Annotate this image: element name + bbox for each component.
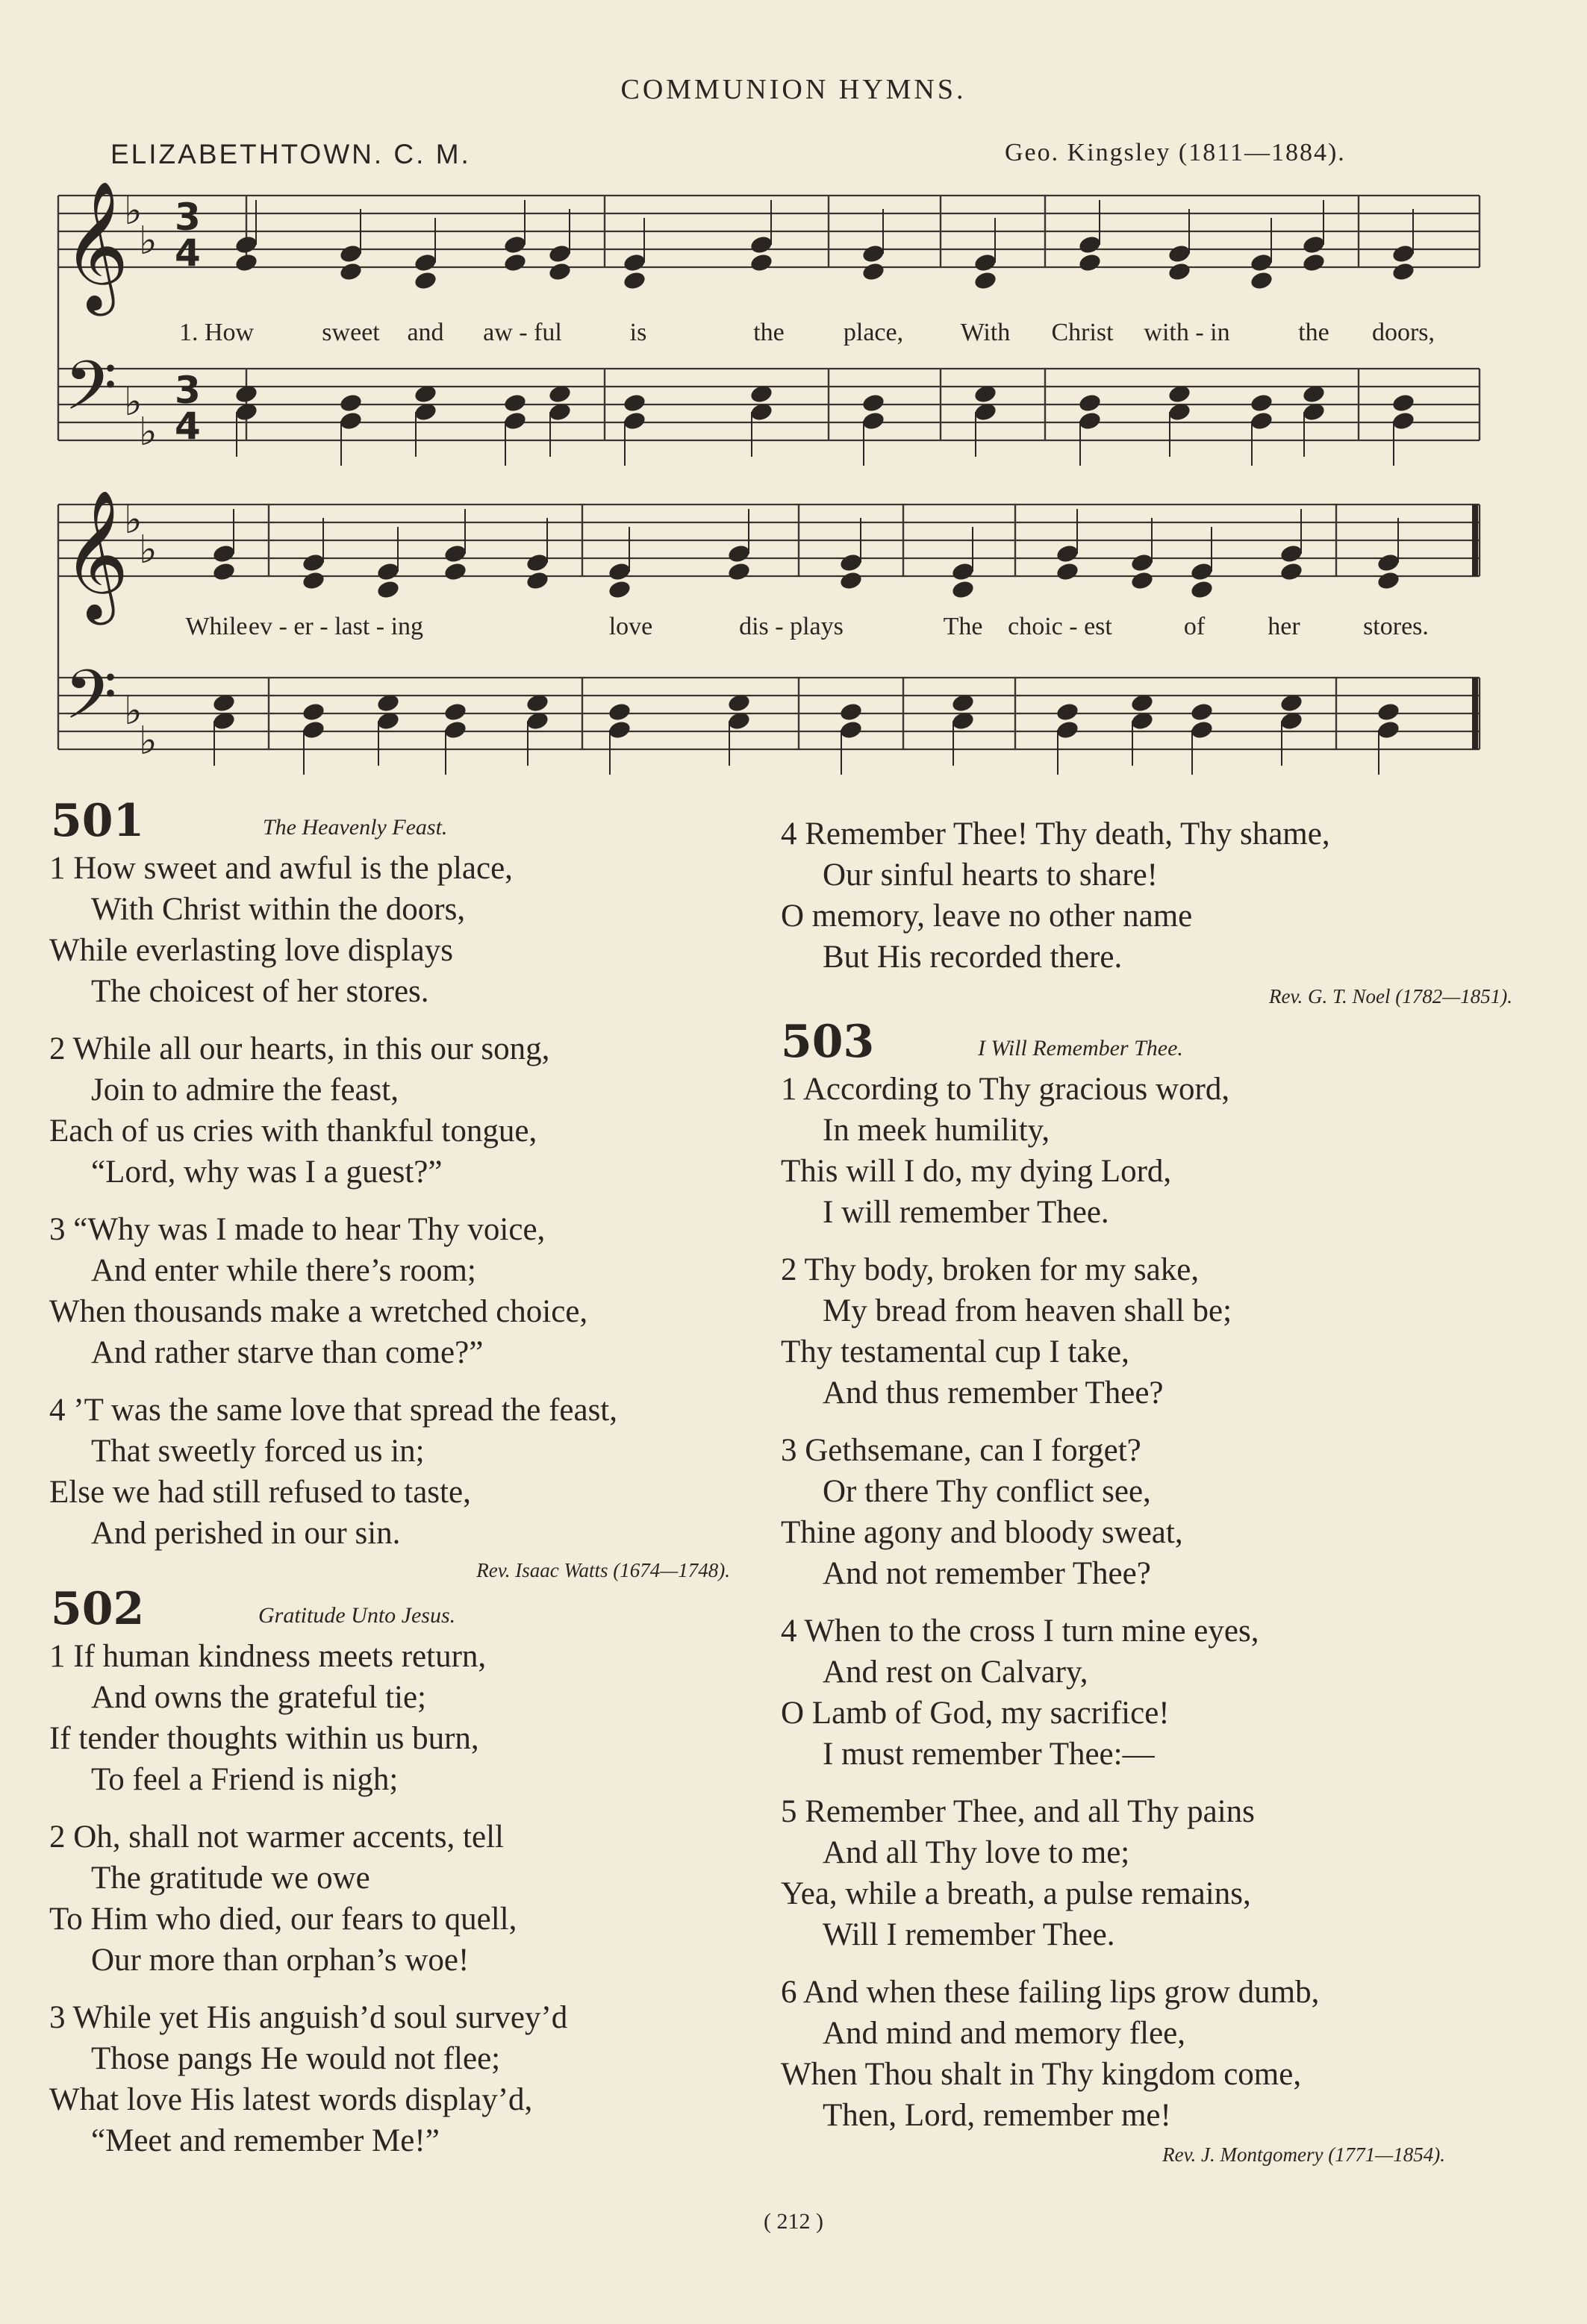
hymn-502	[49, 1583, 766, 2161]
note-head	[861, 261, 885, 282]
hymn-503	[781, 1015, 1527, 2173]
clefs	[63, 181, 201, 763]
note-head	[973, 252, 997, 273]
stanza-line: I must remember Thee:—	[823, 1737, 1155, 1772]
stanza	[781, 1791, 1527, 1955]
note-head	[861, 243, 885, 264]
lyric-syllable: love	[608, 613, 653, 640]
note-head	[1055, 702, 1079, 722]
stanza-line: 3 “Why was I made to hear Thy voice,	[49, 1212, 546, 1247]
note-head	[1189, 561, 1214, 582]
stanza-line: O memory, leave no other name	[781, 899, 1193, 934]
page-number: ( 212 )	[764, 2209, 823, 2234]
note-head	[502, 393, 527, 413]
lyrics-system-2	[185, 613, 1428, 640]
stanza	[49, 1028, 766, 1193]
stanza-line: 1 According to Thy gracious word,	[781, 1072, 1230, 1107]
note-head	[1376, 570, 1400, 591]
note-head	[622, 410, 646, 431]
note-head	[443, 561, 467, 582]
stanza-line: 4 Remember Thee! Thy death, Thy shame,	[781, 816, 1330, 852]
stanza-line: My bread from heaven shall be;	[823, 1293, 1232, 1328]
flat-sign: ♭	[139, 719, 158, 763]
stanza-line: While everlasting love displays	[49, 933, 453, 968]
stanza-line: Or there Thy conflict see,	[823, 1474, 1151, 1509]
note-heads	[211, 200, 1415, 775]
bass-clef: 𝄢	[64, 655, 117, 751]
note-head	[211, 561, 236, 582]
stanza-line: 2 Oh, shall not warmer accents, tell	[49, 1819, 504, 1855]
note-head	[211, 543, 236, 564]
note-head	[1249, 410, 1273, 431]
note-head	[622, 252, 646, 273]
lyric-syllable: choic - est	[1008, 613, 1112, 640]
stanza-line: Then, Lord, remember me!	[823, 2098, 1171, 2133]
note-head	[607, 719, 632, 740]
stanza-line: The gratitude we owe	[91, 1861, 370, 1896]
note-head	[443, 702, 467, 722]
stanza-line: That sweetly forced us in;	[91, 1434, 425, 1469]
lyric-syllable: her	[1268, 613, 1300, 640]
note-head	[502, 252, 527, 273]
note-head	[973, 270, 997, 291]
note-head	[1077, 410, 1102, 431]
note-head	[443, 719, 467, 740]
note-head	[338, 393, 363, 413]
stanza-line: 5 Remember Thee, and all Thy pains	[781, 1794, 1255, 1829]
stanza	[781, 1249, 1527, 1414]
note-head	[301, 570, 325, 591]
stanza-line: 2 Thy body, broken for my sake,	[781, 1252, 1200, 1287]
note-head	[413, 270, 437, 291]
stanza-line: 1 If human kindness meets return,	[49, 1639, 487, 1674]
lyric-syllable: 1. How	[178, 319, 255, 346]
stanza-line: When Thou shalt in Thy kingdom come,	[781, 2057, 1302, 2092]
flat-sign: ♭	[124, 689, 143, 734]
author-credit: Rev. J. Montgomery (1771—1854).	[1162, 2143, 1445, 2166]
note-head	[338, 243, 363, 264]
note-head	[525, 570, 549, 591]
note-head	[1391, 261, 1415, 282]
note-head	[838, 702, 863, 722]
note-head	[1055, 543, 1079, 564]
hymn-number: 503	[781, 1016, 875, 1068]
note-head	[1279, 561, 1303, 582]
stanza	[781, 1069, 1527, 1233]
stanza-line: And enter while there’s room;	[91, 1253, 476, 1288]
hymn-title: I Will Remember Thee.	[978, 1036, 1183, 1061]
note-head	[1391, 410, 1415, 431]
note-head	[1055, 719, 1079, 740]
stanza-line: 2 While all our hearts, in this our song,	[49, 1031, 550, 1066]
flat-sign: ♭	[124, 380, 143, 425]
note-head	[1077, 252, 1102, 273]
note-head	[375, 561, 400, 582]
note-head	[726, 561, 751, 582]
note-head	[749, 234, 773, 255]
note-head	[1376, 702, 1400, 722]
stanza-line: And owns the grateful tie;	[91, 1680, 427, 1715]
stanza-line: And mind and memory flee,	[823, 2016, 1186, 2051]
lyric-syllable: The	[943, 613, 983, 640]
note-head	[1189, 579, 1214, 600]
lyric-syllable: sweet	[322, 319, 380, 346]
stanza-line: 6 And when these failing lips grow dumb,	[781, 1975, 1320, 2010]
running-title: COMMUNION HYMNS.	[620, 74, 967, 105]
note-head	[1249, 252, 1273, 273]
stanza-line: And perished in our sin.	[91, 1516, 401, 1551]
hymn-502-continued	[781, 813, 1527, 1015]
stanza	[781, 813, 1527, 978]
lyric-syllable: with - in	[1144, 319, 1230, 346]
stanza-line: I will remember Thee.	[823, 1195, 1109, 1230]
final-bar-line	[1472, 505, 1478, 576]
note-head	[413, 252, 437, 273]
note-head	[502, 234, 527, 255]
music-score	[0, 0, 1587, 791]
stanza-line: Our more than orphan’s woe!	[91, 1943, 470, 1978]
stanza-line: With Christ within the doors,	[91, 892, 466, 927]
stanza-line: This will I do, my dying Lord,	[781, 1154, 1172, 1189]
note-head	[1077, 234, 1102, 255]
stanza-line: Else we had still refused to taste,	[49, 1475, 471, 1510]
note-head	[607, 579, 632, 600]
note-head	[1167, 261, 1191, 282]
note-head	[338, 261, 363, 282]
lyric-syllable: aw - ful	[483, 319, 562, 346]
note-head	[838, 552, 863, 573]
stanza-line: But His recorded there.	[823, 940, 1123, 975]
note-head	[1167, 243, 1191, 264]
stanza	[49, 1636, 766, 1800]
left-column	[49, 795, 766, 2161]
stanza-line: Join to admire the feast,	[91, 1072, 399, 1108]
lyric-syllable: and	[407, 319, 444, 346]
note-head	[1249, 270, 1273, 291]
stanza-line: In meek humility,	[823, 1113, 1050, 1148]
note-head	[301, 702, 325, 722]
note-head	[547, 243, 572, 264]
stanza-line: And not remember Thee?	[823, 1556, 1151, 1591]
note-head	[861, 410, 885, 431]
lyric-syllable: doors,	[1371, 319, 1435, 346]
stanza-line: 3 While yet His anguish’d soul survey’d	[49, 2000, 568, 2035]
note-head	[726, 543, 751, 564]
stanza-line: Those pangs He would not flee;	[91, 2041, 501, 2076]
flat-sign: ♭	[139, 219, 158, 263]
right-column	[781, 813, 1527, 2173]
lyric-syllable: stores.	[1363, 613, 1429, 640]
flat-sign: ♭	[124, 189, 143, 234]
hymn-title: The Heavenly Feast.	[263, 815, 448, 840]
lyric-syllable: With	[960, 319, 1011, 346]
note-head	[1189, 702, 1214, 722]
note-head	[1055, 561, 1079, 582]
stanza-line: If tender thoughts within us burn,	[49, 1721, 479, 1756]
lyric-syllable: ev - er - last - ing	[248, 613, 424, 640]
lyric-syllable: the	[753, 319, 785, 346]
note-head	[861, 393, 885, 413]
lyric-syllable: place,	[843, 319, 904, 346]
note-head	[301, 552, 325, 573]
flat-sign: ♭	[139, 410, 158, 455]
stanza-line: What love His latest words display’d,	[49, 2082, 533, 2117]
bass-clef: 𝄢	[64, 346, 117, 442]
stanza-line: 3 Gethsemane, can I forget?	[781, 1433, 1141, 1468]
note-head	[1189, 719, 1214, 740]
stanza-line: The choicest of her stores.	[91, 974, 429, 1009]
lyric-syllable: dis - plays	[739, 613, 844, 640]
stanza	[781, 1611, 1527, 1775]
stanza	[49, 1817, 766, 1981]
stanza-line: 4 When to the cross I turn mine eyes,	[781, 1614, 1259, 1649]
note-head	[950, 561, 975, 582]
time-signature: 4	[175, 231, 201, 275]
stanza	[49, 1390, 766, 1554]
note-head	[607, 702, 632, 722]
stanza-line: When thousands make a wretched choice,	[49, 1294, 588, 1329]
stanza-line: And thus remember Thee?	[823, 1375, 1164, 1411]
stanza-line: And all Thy love to me;	[823, 1835, 1130, 1870]
stanza-line: Thy testamental cup I take,	[781, 1334, 1129, 1369]
lyric-syllable: of	[1183, 613, 1206, 640]
note-head	[234, 252, 258, 273]
note-head	[1301, 252, 1326, 273]
time-signature: 4	[175, 404, 201, 448]
note-head	[950, 579, 975, 600]
note-head	[1129, 570, 1154, 591]
flat-sign: ♭	[124, 498, 143, 543]
stanza-line: Each of us cries with thankful tongue,	[49, 1113, 537, 1149]
note-head	[1391, 393, 1415, 413]
note-head	[1391, 243, 1415, 264]
lyric-syllable: While	[185, 613, 248, 640]
stanza	[49, 848, 766, 1012]
author-credit: Rev. Isaac Watts (1674—1748).	[476, 1559, 730, 1581]
stanza-line: Thine agony and bloody sweat,	[781, 1515, 1183, 1550]
stanza-line: And rest on Calvary,	[823, 1655, 1088, 1690]
note-head	[1129, 552, 1154, 573]
stanza-line: “Meet and remember Me!”	[91, 2123, 440, 2158]
author-credit: Rev. G. T. Noel (1782—1851).	[1269, 985, 1512, 1008]
stanza-line: Our sinful hearts to share!	[823, 858, 1158, 893]
note-head	[525, 552, 549, 573]
time-signature: 3	[175, 369, 201, 412]
stanza-line: Will I remember Thee.	[823, 1917, 1115, 1952]
lyrics-system-1	[179, 319, 1435, 346]
note-head	[1376, 719, 1400, 740]
stanza	[781, 1430, 1527, 1594]
treble-clef: 𝄞	[63, 490, 129, 619]
stanza-line: “Lord, why was I a guest?”	[91, 1155, 443, 1190]
stanza	[49, 1209, 766, 1373]
lyric-syllable: Christ	[1051, 319, 1114, 346]
note-head	[301, 719, 325, 740]
note-head	[607, 561, 632, 582]
note-head	[622, 270, 646, 291]
treble-clef: 𝄞	[63, 181, 129, 310]
hymn-501	[49, 795, 766, 1587]
stanza	[49, 1997, 766, 2161]
final-bar-line	[1472, 678, 1478, 749]
stanza-line: 4 ’T was the same love that spread the feast,	[49, 1393, 618, 1428]
stanza-line: To Him who died, our fears to quell,	[49, 1902, 517, 1937]
note-head	[1376, 552, 1400, 573]
stanza	[781, 1972, 1527, 2136]
time-signature: 3	[175, 196, 201, 239]
note-head	[547, 261, 572, 282]
note-head	[502, 410, 527, 431]
note-head	[1077, 393, 1102, 413]
note-head	[1301, 234, 1326, 255]
note-head	[838, 719, 863, 740]
note-head	[375, 579, 400, 600]
stanza-line: O Lamb of God, my sacrifice!	[781, 1696, 1170, 1731]
note-head	[443, 543, 467, 564]
stanza-line: To feel a Friend is nigh;	[91, 1762, 399, 1797]
lyric-syllable: is	[629, 319, 647, 346]
composer-credit: Geo. Kingsley (1811—1884).	[1005, 139, 1346, 166]
stanza-line: Yea, while a breath, a pulse remains,	[781, 1876, 1251, 1911]
note-head	[838, 570, 863, 591]
hymn-title: Gratitude Unto Jesus.	[258, 1603, 456, 1628]
stanza-line: 1 How sweet and awful is the place,	[49, 851, 513, 886]
note-head	[622, 393, 646, 413]
hymn-number: 501	[51, 795, 145, 847]
note-head	[1279, 543, 1303, 564]
note-head	[234, 234, 258, 255]
lyric-syllable: the	[1298, 319, 1329, 346]
note-head	[338, 410, 363, 431]
note-head	[1249, 393, 1273, 413]
note-head	[749, 252, 773, 273]
tune-name: ELIZABETHTOWN. C. M.	[110, 139, 471, 169]
flat-sign: ♭	[139, 528, 158, 572]
stanza-line: And rather starve than come?”	[91, 1335, 484, 1370]
hymn-number: 502	[51, 1583, 145, 1635]
